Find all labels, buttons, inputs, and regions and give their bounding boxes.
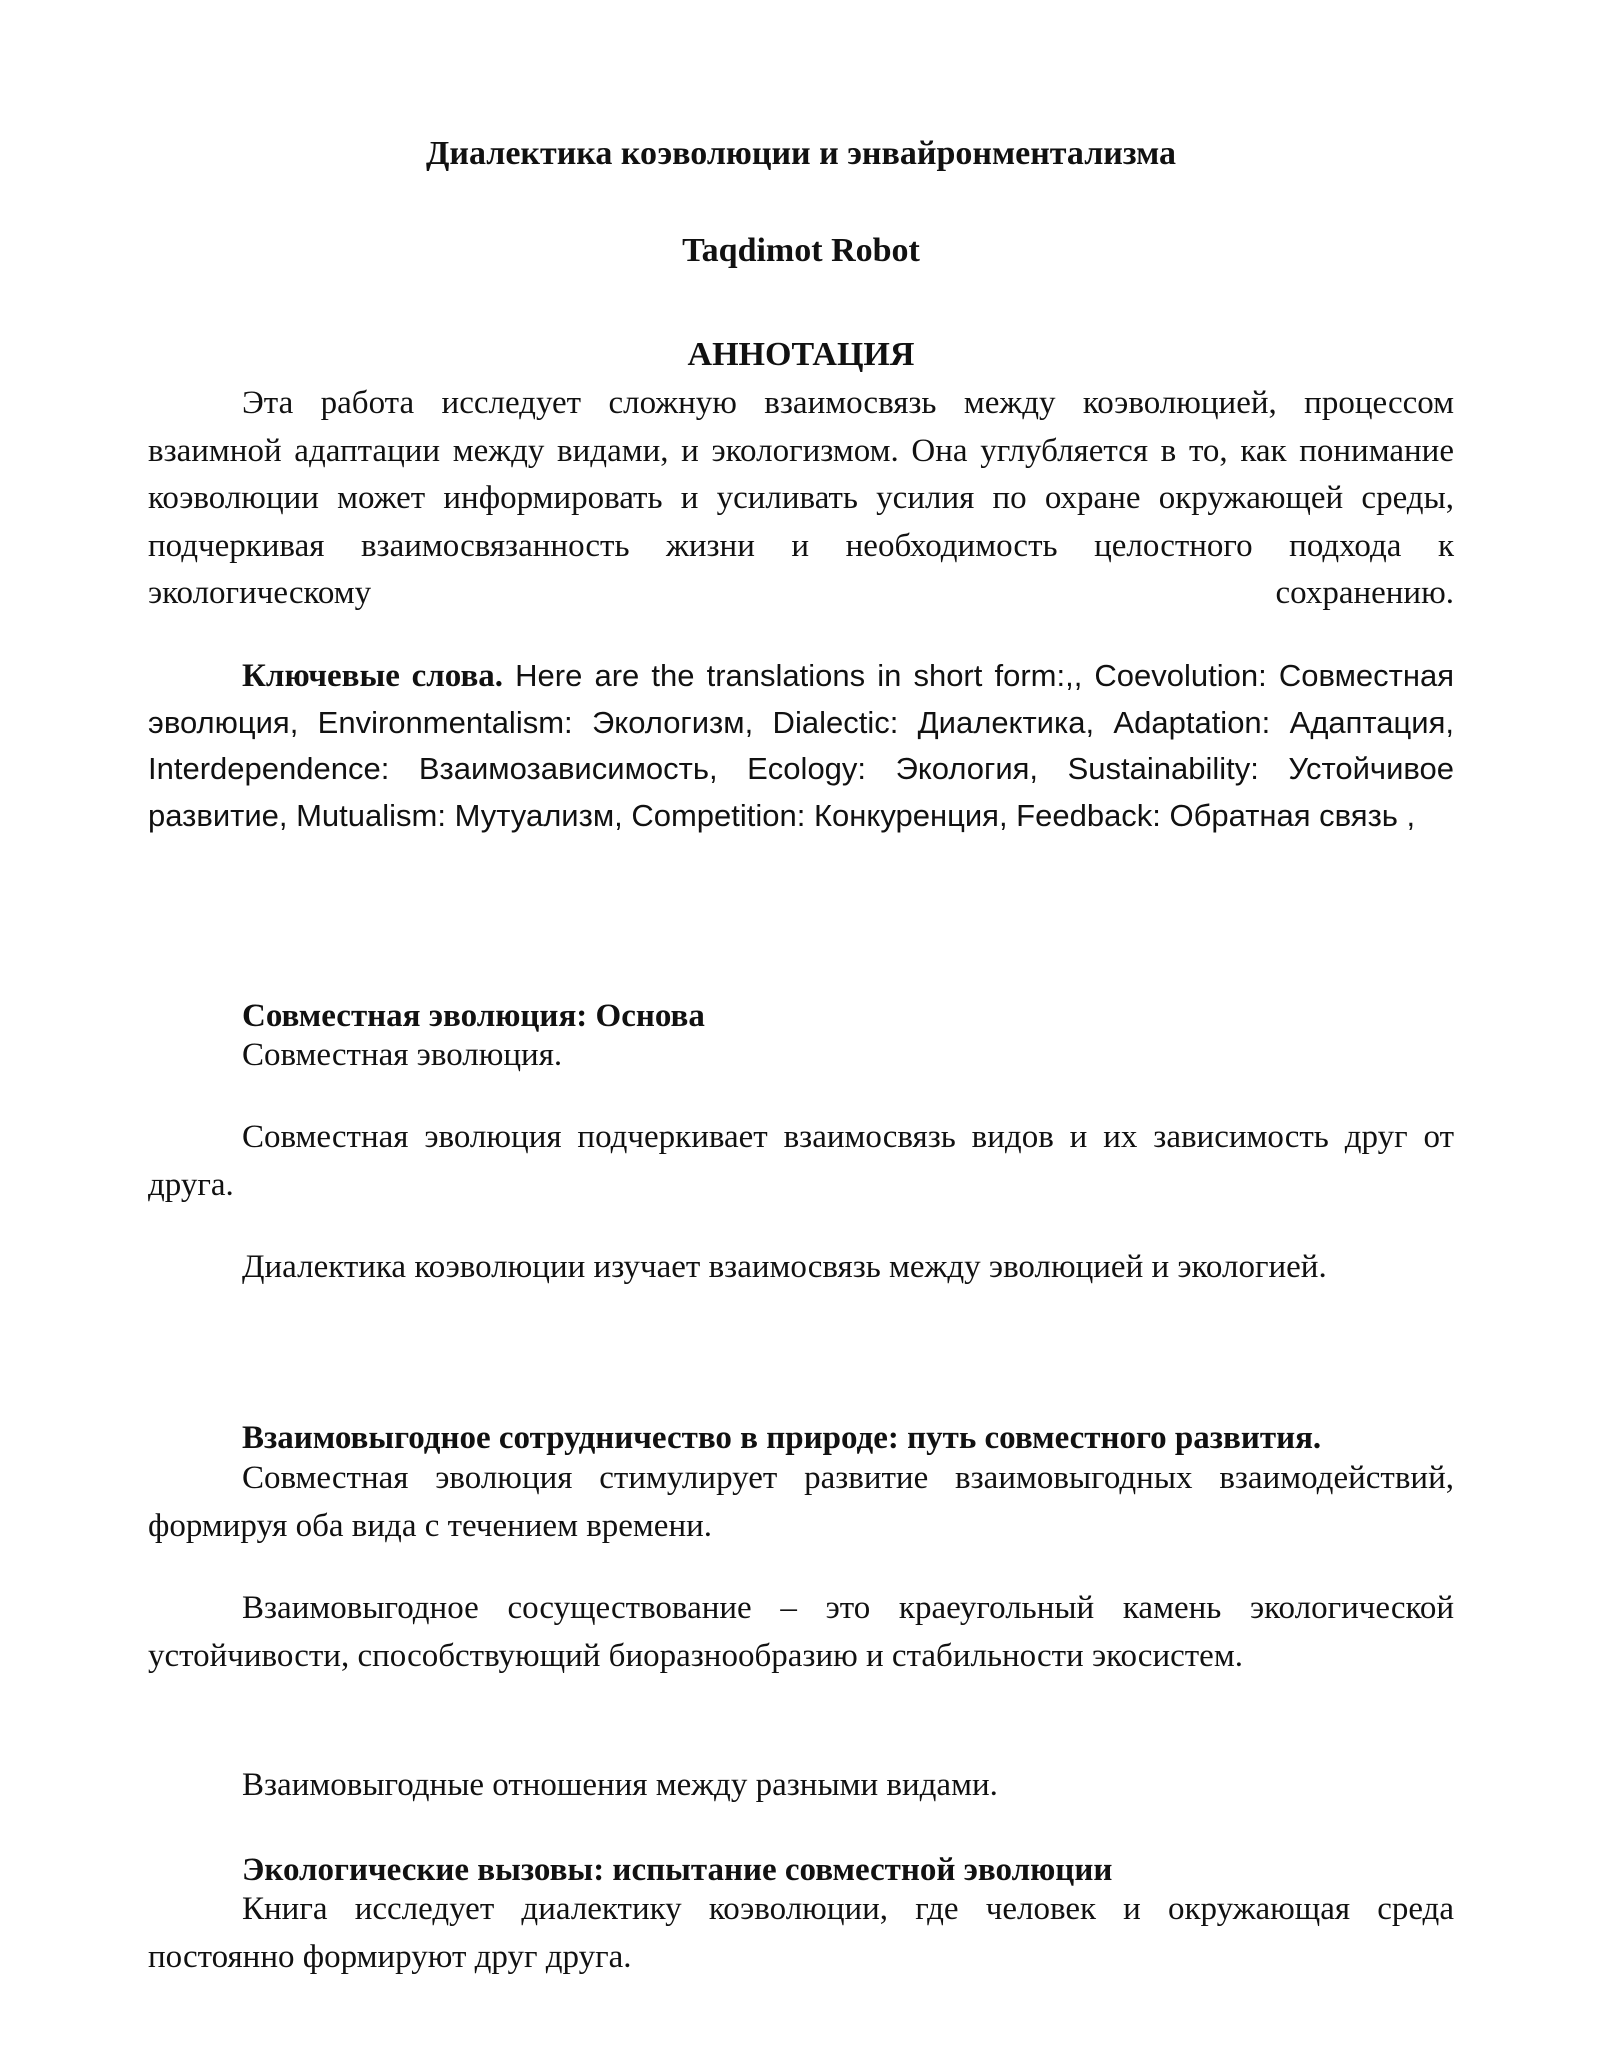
keywords-paragraph — [148, 653, 1454, 839]
section-paragraph: Книга исследует диалектику коэволюции, где человек и окружающая среда постоянно формируют друг друга. — [148, 1891, 1454, 1975]
keywords-label: Ключевые слова. — [242, 658, 504, 694]
section-paragraph: Диалектика коэволюции изучает взаимосвязь между эволюцией и экологией. — [242, 1249, 1327, 1285]
section-paragraph: Взаимовыгодное сосуществование – это краеугольный камень экологической устойчивости, способствующий биоразнообразию и стабильности экосистем. — [148, 1590, 1454, 1674]
section-heading: Совместная эволюция: Основа — [242, 998, 705, 1034]
section-heading: Взаимовыгодное сотрудничество в природе: путь совместного развития. — [242, 1420, 1322, 1456]
abstract-heading: АННОТАЦИЯ — [687, 336, 915, 373]
section-paragraph: Совместная эволюция стимулирует развитие взаимовыгодных взаимодействий, формируя оба вида с течением времени. — [148, 1460, 1454, 1544]
section-paragraph: Совместная эволюция. — [242, 1037, 563, 1073]
document-author: Taqdimot Robot — [682, 232, 920, 269]
document-title: Диалектика коэволюции и энвайронментализма — [425, 135, 1176, 172]
section-paragraph: Совместная эволюция подчеркивает взаимосвязь видов и их зависимость друг от друга. — [148, 1119, 1454, 1203]
section-paragraph: Взаимовыгодные отношения между разными видами. — [242, 1767, 998, 1803]
abstract-paragraph: Эта работа исследует сложную взаимосвязь между коэволюцией, процессом взаимной адаптации между видами, и экологизмом. Она углубляется в то, как понимание коэволюции может информировать и усиливать усилия по охране окружающей среды, подчеркивая взаимосвязанность жизни и необходимость целостного подхода к экологическому сохранению. — [148, 385, 1454, 611]
keywords-text: Here are the translations in short form:,, Coevolution: Совместная эволюция, Environmentalism: Экологизм, Dialectic: Диалектика, Adaptation: Адаптация, Interdependence: Взаимозависимость, Ecology: Экология, Sustainability: Устойчивое развитие, Mutualism: Мутуализм, Competition: Конкуренция, Feedback: Обратная связь , — [148, 658, 1455, 833]
section-heading: Экологические вызовы: испытание совместной эволюции — [242, 1852, 1113, 1888]
